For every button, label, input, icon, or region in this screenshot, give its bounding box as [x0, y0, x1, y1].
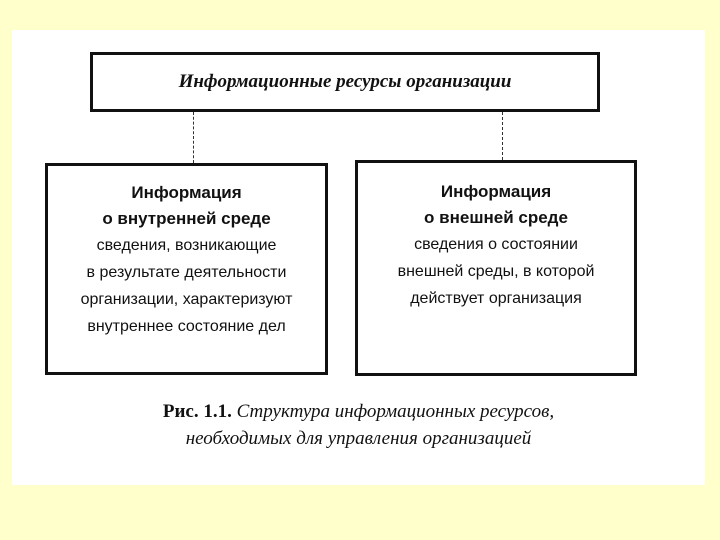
caption-text-1: Структура информационных ресурсов, [236, 401, 555, 422]
figure-caption [12, 398, 705, 452]
connector-right [502, 112, 503, 160]
internal-info-heading-2: о внутренней среде [102, 209, 271, 228]
internal-info-text-4: внутреннее состояние дел [87, 318, 286, 335]
caption-text-2: необходимых для управления организацией [185, 428, 532, 449]
connector-left [193, 112, 194, 163]
internal-info-text-3: организации, характеризуют [80, 291, 293, 308]
root-node-title: Информационные ресурсы организации [178, 71, 512, 92]
internal-info-text-2: в результате деятельности [86, 264, 287, 281]
external-info-heading-1: Информация [440, 182, 552, 201]
root-node [90, 52, 600, 112]
external-info-text-3: действует организация [410, 290, 582, 307]
external-info-text-1: сведения о состоянии [414, 236, 578, 253]
internal-info-text-1: сведения, возникающие [96, 237, 277, 254]
external-info-node [355, 160, 637, 376]
external-info-heading-2: о внешней среде [424, 208, 568, 227]
external-info-text-2: внешней среды, в которой [397, 263, 595, 280]
figure-sheet [12, 30, 705, 485]
internal-info-heading-1: Информация [131, 183, 242, 202]
internal-info-node [45, 163, 328, 375]
caption-label: Рис. 1.1. [162, 401, 232, 422]
caption-line-1 [12, 398, 705, 425]
